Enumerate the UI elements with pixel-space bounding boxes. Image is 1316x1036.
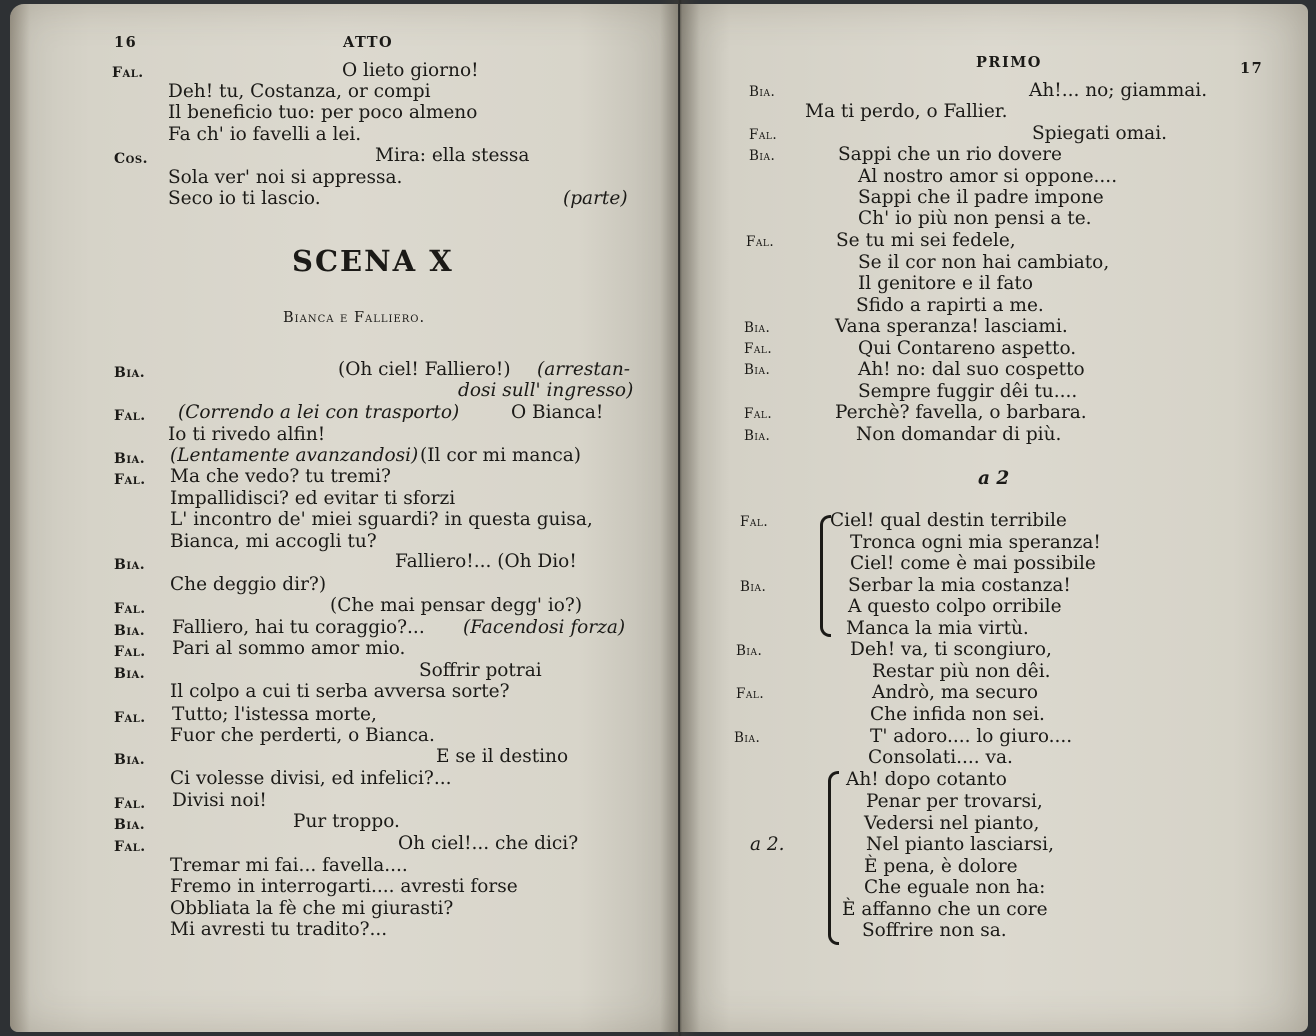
verse-line: T' adoro.... lo giuro....: [870, 726, 1073, 747]
verse-line: Pari al sommo amor mio.: [172, 638, 406, 659]
verse-line: Ciel! come è mai possibile: [850, 553, 1096, 574]
a-due-label: a 2.: [750, 834, 785, 855]
stage-direction: (Correndo a lei con trasporto): [178, 402, 460, 423]
verse-line: Ciel! qual destin terribile: [830, 510, 1067, 531]
verse-line: È affanno che un core: [842, 899, 1048, 920]
verse-line: Manca la mia virtù.: [846, 618, 1029, 639]
speaker-label: Fal.: [114, 601, 146, 617]
verse-line: Mira: ella stessa: [375, 145, 530, 166]
verse-line: Ah! dopo cotanto: [846, 769, 1007, 790]
verse-line: Penar per trovarsi,: [866, 791, 1043, 812]
final-brace: [828, 771, 839, 945]
verse-line: Ci volesse divisi, ed infelici?...: [170, 768, 452, 789]
verse-line: Soffrir potrai: [419, 660, 542, 681]
speaker-label: Bia.: [734, 730, 761, 746]
speaker-label: Fal.: [114, 644, 146, 660]
verse-line: Falliero!... (Oh Dio!: [395, 551, 577, 572]
verse-line: È pena, è dolore: [864, 856, 1018, 877]
scene-title: SCENA X: [292, 244, 454, 278]
verse-line: Mi avresti tu tradito?...: [170, 919, 388, 940]
verse-line: Che eguale non ha:: [864, 877, 1046, 898]
speaker-label: Bia.: [749, 148, 776, 164]
page-edge-shadow: [10, 4, 30, 1032]
verse-line: Soffrire non sa.: [862, 920, 1007, 941]
speaker-label: Fal.: [736, 686, 765, 702]
verse-line: Il genitore e il fato: [858, 273, 1033, 294]
verse-line: Tremar mi fai... favella....: [170, 855, 408, 876]
left-running-head: ATTO: [343, 34, 394, 51]
stage-direction: dosi sull' ingresso): [458, 380, 634, 401]
stage-direction: (arrestan-: [537, 359, 631, 380]
verse-line: Pur troppo.: [293, 811, 400, 832]
verse-line: Divisi noi!: [172, 790, 267, 811]
speaker-label: Fal.: [746, 234, 775, 250]
verse-line: Ma che vedo? tu tremi?: [170, 466, 391, 487]
speaker-label: Fal.: [114, 796, 146, 812]
verse-line: Sappi che un rio dovere: [838, 144, 1062, 165]
verse-line: Bianca, mi accogli tu?: [170, 531, 377, 552]
verse-line: Nel pianto lasciarsi,: [866, 834, 1054, 855]
verse-line: Oh ciel!... che dici?: [398, 833, 579, 854]
speaker-label: Bia.: [744, 320, 771, 336]
verse-line: Il beneficio tuo: per poco almeno: [168, 102, 478, 123]
verse-line: Sfido a rapirti a me.: [856, 295, 1044, 316]
verse-line: Falliero, hai tu coraggio?...: [172, 617, 425, 638]
speaker-label: Fal.: [114, 710, 146, 726]
verse-line: Vana speranza! lasciami.: [835, 316, 1068, 337]
verse-line: Io ti rivedo alfin!: [168, 424, 326, 445]
verse-line: Che infida non sei.: [870, 704, 1045, 725]
verse-line: Seco io ti lascio.: [168, 188, 321, 209]
verse-line: Qui Contareno aspetto.: [858, 338, 1077, 359]
speaker-label: Fal.: [114, 839, 146, 855]
verse-line: Che deggio dir?): [170, 574, 327, 595]
verse-line: Ma ti perdo, o Fallier.: [805, 101, 1008, 122]
stage-direction: (parte): [563, 188, 628, 209]
verse-line: Impallidisci? ed evitar ti sforzi: [170, 488, 456, 509]
speaker-label: Fal.: [749, 127, 778, 143]
speaker-label: Fal.: [114, 472, 146, 488]
verse-line: Ch' io più non pensi a te.: [858, 208, 1092, 229]
verse-line: Andrò, ma securo: [872, 682, 1039, 703]
verse-line: (Che mai pensar degg' io?): [330, 595, 583, 616]
verse-line: Serbar la mia costanza!: [848, 575, 1071, 596]
speaker-label: Bia.: [114, 752, 146, 768]
duet-brace: [820, 515, 831, 637]
verse-line: Ah! no: dal suo cospetto: [858, 359, 1085, 380]
stage-direction: (Lentamente avanzandosi): [170, 445, 419, 466]
speaker-label: Bia.: [114, 451, 146, 467]
verse-line: Spiegati omai.: [1032, 123, 1167, 144]
verse-line: Fuor che perderti, o Bianca.: [170, 725, 435, 746]
speaker-label: Bia.: [740, 579, 767, 595]
verse-line: Tronca ogni mia speranza!: [850, 532, 1101, 553]
verse-line: Restar più non dêi.: [872, 661, 1051, 682]
stage-direction: (Facendosi forza): [463, 617, 626, 638]
verse-line: Deh! va, ti scongiuro,: [850, 639, 1052, 660]
verse-line: Sola ver' noi si appressa.: [168, 167, 403, 188]
verse-line: Perchè? favella, o barbara.: [835, 402, 1087, 423]
speaker-label: Bia.: [744, 428, 771, 444]
speaker-label: Bia.: [114, 557, 146, 573]
scene-characters: Bianca e Falliero.: [283, 310, 426, 326]
a-due-heading: a 2: [978, 468, 1010, 489]
verse-line: (Il cor mi manca): [420, 445, 581, 466]
verse-line: Fa ch' io favelli a lei.: [168, 124, 362, 145]
speaker-label: Bia.: [744, 362, 771, 378]
right-page-number: 17: [1240, 60, 1264, 77]
speaker-label: Bia.: [114, 365, 146, 381]
right-running-head: PRIMO: [976, 54, 1042, 71]
speaker-label: Cos.: [114, 151, 148, 167]
verse-line: Il colpo a cui ti serba avversa sorte?: [170, 681, 510, 702]
verse-line: Obbliata la fè che mi giurasti?: [170, 898, 454, 919]
verse-line: Fremo in interrogarti.... avresti forse: [170, 876, 518, 897]
verse-line: E se il destino: [436, 746, 569, 767]
verse-line: Tutto; l'istessa morte,: [172, 704, 377, 725]
verse-line: A questo colpo orribile: [848, 596, 1062, 617]
speaker-label: Bia.: [114, 666, 146, 682]
verse-line: O lieto giorno!: [342, 60, 479, 81]
speaker-label: Fal.: [114, 408, 146, 424]
verse-line: Consolati.... va.: [868, 747, 1013, 768]
verse-line: Non domandar di più.: [856, 424, 1062, 445]
verse-line: L' incontro de' miei sguardi? in questa guisa,: [170, 509, 593, 530]
verse-line: Sappi che il padre impone: [858, 187, 1104, 208]
speaker-label: Fal.: [112, 65, 144, 81]
verse-line: Deh! tu, Costanza, or compi: [168, 81, 431, 102]
book-gutter: [660, 0, 700, 1036]
speaker-label: Bia.: [114, 817, 146, 833]
verse-line: Vedersi nel pianto,: [864, 813, 1040, 834]
speaker-label: Bia.: [749, 84, 776, 100]
verse-line: (Oh ciel! Falliero!): [338, 359, 511, 380]
speaker-label: Fal.: [740, 514, 769, 530]
verse-line: Se il cor non hai cambiato,: [858, 252, 1110, 273]
speaker-label: Fal.: [744, 406, 773, 422]
left-page-number: 16: [114, 34, 138, 51]
speaker-label: Bia.: [736, 643, 763, 659]
verse-line: Se tu mi sei fedele,: [836, 230, 1016, 251]
verse-line: Sempre fuggir dêi tu....: [858, 381, 1078, 402]
verse-line: Al nostro amor si oppone....: [858, 166, 1118, 187]
verse-line: O Bianca!: [511, 402, 604, 423]
verse-line: Ah!... no; giammai.: [1029, 80, 1208, 101]
speaker-label: Bia.: [114, 623, 146, 639]
speaker-label: Fal.: [744, 341, 773, 357]
